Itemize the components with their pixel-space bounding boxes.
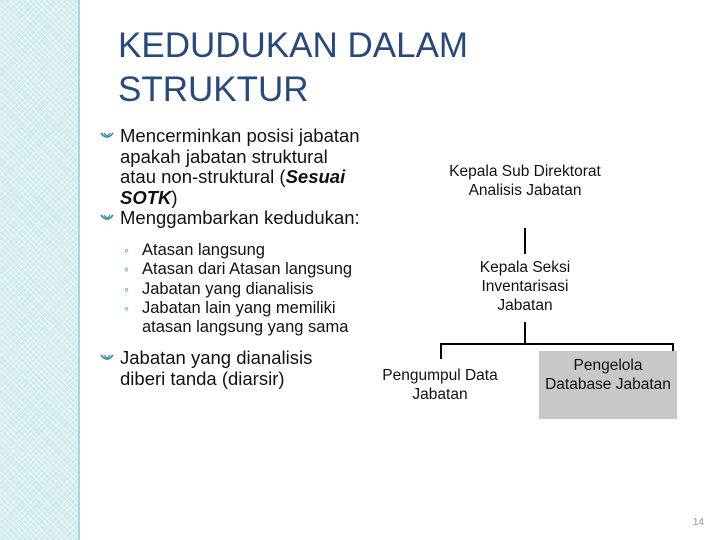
bullet-1 [100, 126, 362, 208]
bullet-1-emphasis: Sesuai SOTK [120, 166, 346, 208]
bullet-2-text: Menggambarkan kedudukan: [120, 207, 360, 228]
org-node-middle: Kepala Seksi Inventarisasi Jabatan [479, 259, 571, 314]
sub-bullet-2-text: Atasan dari Atasan langsung [142, 260, 353, 278]
bullet-1-suffix: ) [171, 186, 178, 208]
sub-bullet-4 [120, 299, 362, 336]
bullet-3 [100, 348, 362, 389]
bullet-list [100, 126, 362, 389]
decorative-side-strip [0, 0, 78, 540]
org-node-top: Kepala Sub Direktorat Analisis Jabatan [449, 163, 601, 199]
org-chart [370, 150, 700, 440]
sub-bullet-3 [120, 280, 362, 299]
sub-bullet-list [120, 241, 362, 337]
sub-bullet-marker-icon: ◦ [124, 241, 129, 258]
bullet-3-text: Jabatan yang dianalisis diberi tanda (diarsir) [120, 347, 313, 389]
slide-title-line-1: KEDUDUKAN DALAM [118, 26, 469, 65]
slide-title [118, 24, 618, 112]
sub-bullet-marker-icon: ◦ [124, 280, 129, 297]
org-node-left: Pengumpul Data Jabatan [382, 367, 498, 403]
connector-top-middle [524, 228, 526, 254]
bullet-2 [100, 208, 362, 229]
sub-bullet-3-text: Jabatan yang dianalisis [142, 279, 314, 298]
sub-bullet-marker-icon: ◦ [124, 261, 129, 277]
bullet-marker-icon [100, 214, 114, 224]
connector-middle-down [524, 322, 526, 344]
org-node-right-highlighted: Pengelola Database Jabatan [539, 351, 677, 419]
sub-bullet-1-text: Atasan langsung [142, 240, 265, 259]
sub-bullet-4-text: Jabatan lain yang memiliki atasan langsung yang sama [142, 299, 349, 336]
page-number: 14 [692, 517, 704, 528]
connector-right-drop [672, 343, 674, 351]
bullet-marker-icon [100, 132, 114, 142]
bullet-marker-icon [100, 354, 114, 364]
connector-left-drop [440, 343, 442, 359]
connector-horizontal [440, 343, 674, 345]
sub-bullet-2 [120, 260, 362, 279]
sub-bullet-1 [120, 241, 362, 260]
slide-title-line-2: STRUKTUR [118, 70, 309, 109]
sub-bullet-marker-icon: ◦ [124, 300, 129, 316]
bullet-1-text: Mencerminkan posisi jabatan apakah jabatan struktural atau non-struktural ( [120, 125, 360, 187]
